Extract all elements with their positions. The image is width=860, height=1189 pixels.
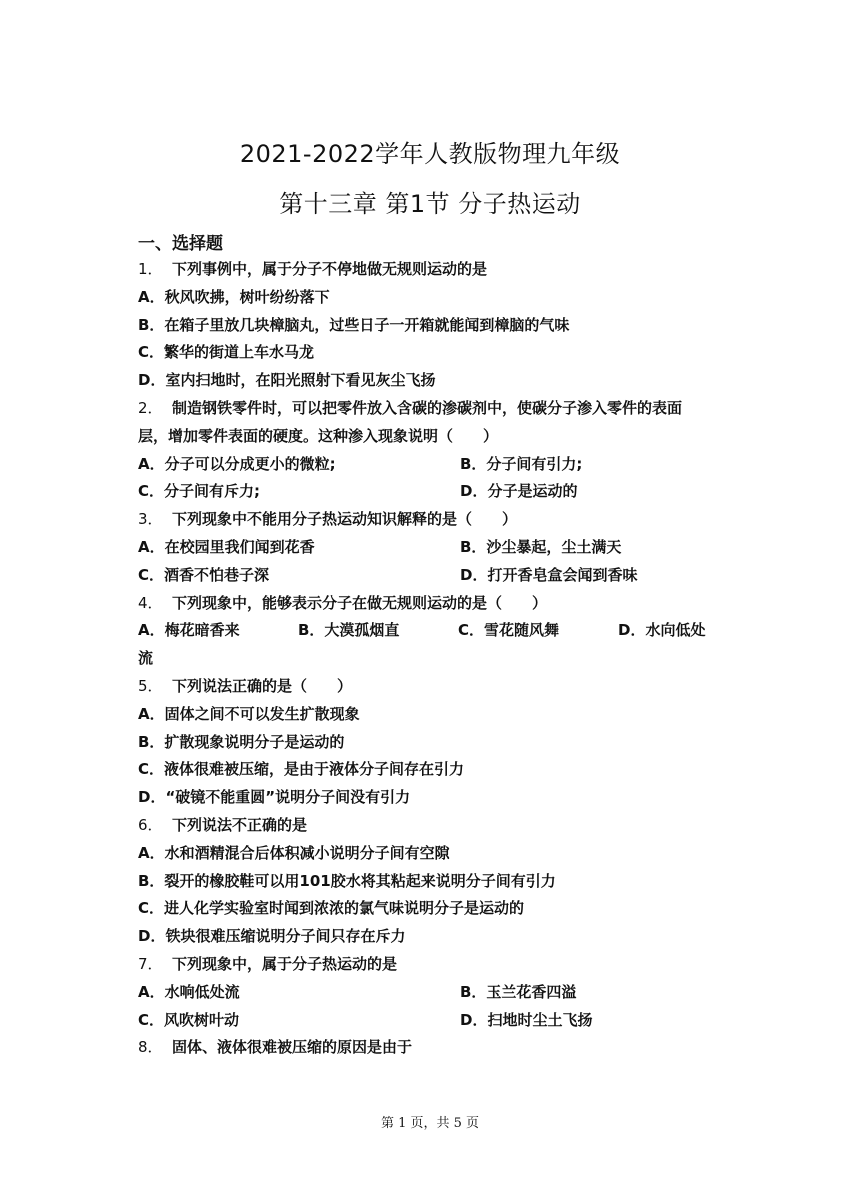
option-c: C．繁华的街道上车水马龙 bbox=[138, 343, 315, 362]
option-row bbox=[138, 534, 728, 562]
option-d: D．分子是运动的 bbox=[460, 482, 578, 501]
question-text: 下列现象中，能够表示分子在做无规则运动的是（ ） bbox=[172, 593, 548, 612]
option-d: D．铁块很难压缩说明分子间只存在斥力 bbox=[138, 927, 406, 946]
option-b: B．扩散现象说明分子是运动的 bbox=[138, 732, 345, 751]
question-number: 8． bbox=[138, 1038, 163, 1057]
option-row bbox=[138, 617, 728, 645]
question-number: 5． bbox=[138, 676, 163, 695]
option-d: D．“破镜不能重圆”说明分子间没有引力 bbox=[138, 788, 411, 807]
option-b: B．大漠孤烟直 bbox=[298, 621, 400, 640]
question-text: 下列事例中，属于分子不停地做无规则运动的是 bbox=[172, 260, 488, 278]
question-number: 1． bbox=[138, 260, 163, 278]
option-b: B．玉兰花香四溢 bbox=[460, 982, 577, 1001]
option-a: A．秋风吹拂，树叶纷纷落下 bbox=[138, 287, 330, 306]
option-a: A．梅花暗香来 bbox=[138, 621, 240, 640]
option-a: A．分子可以分成更小的微粒; bbox=[138, 454, 336, 473]
option-c: C．酒香不怕巷子深 bbox=[138, 565, 270, 584]
option-b: B．裂开的橡胶鞋可以用101胶水将其粘起来说明分子间有引力 bbox=[138, 871, 556, 890]
question-text: 下列现象中不能用分子热运动知识解释的是（ ） bbox=[172, 510, 518, 529]
chapter-title: 第十三章 第1节 分子热运动 bbox=[279, 190, 581, 218]
option-c: C．进人化学实验室时闻到浓浓的氯气味说明分子是运动的 bbox=[138, 899, 525, 918]
question-number: 6． bbox=[138, 815, 163, 834]
option-a: A．在校园里我们闻到花香 bbox=[138, 537, 315, 556]
option-c: C．雪花随风舞 bbox=[458, 621, 560, 640]
section-title: 一、选择题 bbox=[138, 234, 223, 254]
option-row bbox=[138, 451, 728, 479]
question-stem bbox=[138, 812, 728, 840]
option-row bbox=[138, 1007, 728, 1035]
page-footer: 第 1 页，共 5 页 bbox=[380, 1116, 480, 1131]
option-d: D．扫地时尘土飞扬 bbox=[460, 1010, 593, 1029]
option-row bbox=[138, 979, 728, 1007]
option-d: D．水向低处 bbox=[618, 621, 706, 640]
option-d: D．打开香皂盒会闻到香味 bbox=[460, 565, 638, 584]
option-c: C．风吹树叶动 bbox=[138, 1010, 240, 1029]
question-text-continued: 层，增加零件表面的硬度。这种渗入现象说明（ ） bbox=[138, 426, 499, 445]
question-stem bbox=[138, 673, 728, 701]
option-b: B．分子间有引力; bbox=[460, 454, 583, 473]
option-d-continued: 流 bbox=[138, 649, 154, 668]
option-row bbox=[138, 478, 728, 506]
question-stem bbox=[138, 951, 728, 979]
question-text: 制造钢铁零件时，可以把零件放入含碳的渗碳剂中，使碳分子渗入零件的表面 bbox=[172, 398, 683, 417]
option-b: B．沙尘暴起，尘土满天 bbox=[460, 537, 622, 556]
option-d: D．室内扫地时，在阳光照射下看见灰尘飞扬 bbox=[138, 371, 436, 390]
question-number: 7． bbox=[138, 954, 163, 973]
option-row bbox=[138, 562, 728, 590]
option-c: C．液体很难被压缩，是由于液体分子间存在引力 bbox=[138, 760, 465, 779]
question-stem bbox=[138, 506, 728, 534]
question-stem bbox=[138, 590, 728, 618]
question-text: 下列说法不正确的是 bbox=[172, 815, 308, 834]
question-number: 4． bbox=[138, 593, 163, 612]
question-stem bbox=[138, 1034, 728, 1062]
question-number: 3． bbox=[138, 510, 163, 529]
question-list bbox=[138, 256, 728, 1062]
document-title: 2021-2022学年人教版物理九年级 bbox=[239, 140, 621, 168]
option-a: A．水响低处流 bbox=[138, 982, 240, 1001]
question-text: 下列说法正确的是（ ） bbox=[172, 676, 353, 695]
question-number: 2． bbox=[138, 398, 163, 417]
question-stem bbox=[138, 256, 728, 284]
option-c: C．分子间有斥力; bbox=[138, 482, 261, 501]
question-stem bbox=[138, 395, 728, 423]
option-a: A．固体之间不可以发生扩散现象 bbox=[138, 704, 360, 723]
option-b: B．在箱子里放几块樟脑丸，过些日子一开箱就能闻到樟脑的气味 bbox=[138, 315, 570, 334]
question-text: 固体、液体很难被压缩的原因是由于 bbox=[172, 1038, 413, 1057]
option-a: A．水和酒精混合后体积减小说明分子间有空隙 bbox=[138, 843, 450, 862]
question-text: 下列现象中，属于分子热运动的是 bbox=[172, 954, 398, 973]
